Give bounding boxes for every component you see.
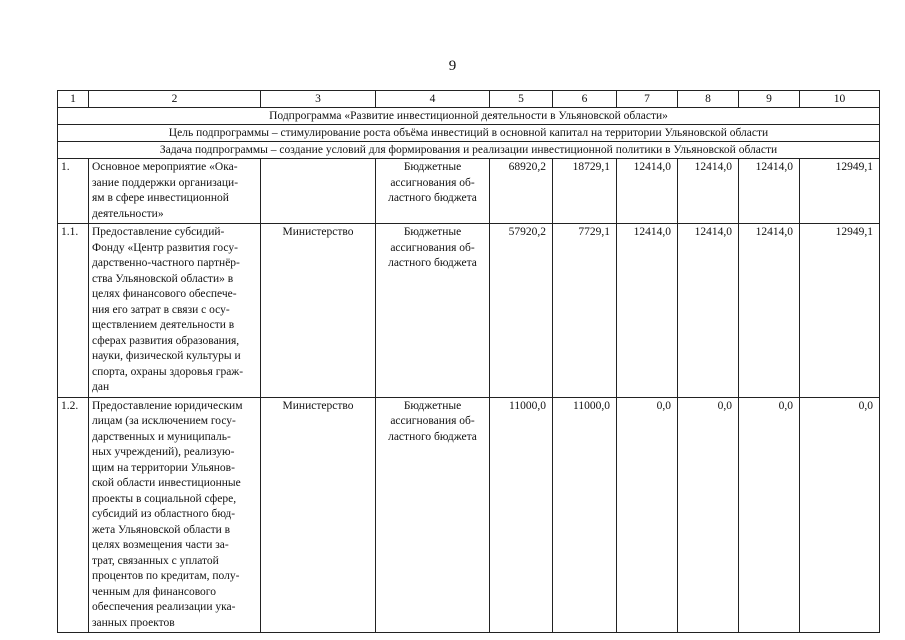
- column-header: 3: [261, 91, 376, 108]
- year-amount: 12949,1: [800, 159, 880, 224]
- column-header: 5: [490, 91, 553, 108]
- year-amount: 12414,0: [739, 224, 800, 398]
- page-number: 9: [448, 58, 457, 74]
- funding-source: Бюджетные ассигнования об- ластного бюджета: [376, 159, 490, 224]
- column-header: 9: [739, 91, 800, 108]
- year-amount: 12414,0: [617, 224, 678, 398]
- year-amount: 0,0: [739, 397, 800, 633]
- subprogram-row: [58, 108, 880, 125]
- row-number: 1.: [58, 159, 89, 224]
- year-amount: 12414,0: [678, 159, 739, 224]
- column-header: 10: [800, 91, 880, 108]
- column-number-row: [58, 91, 880, 108]
- activity-name: Предоставление субсидий- Фонду «Центр развития госу- дарственно-частного партнёр- ства Ульяновской области» в целях финансового обеспече- ния его затрат в связи с осу- ществлением деятельности в сферах развития образования, науки, физической культуры и спорта, охраны здоровья граж- дан: [89, 224, 261, 398]
- column-header: 1: [58, 91, 89, 108]
- subprogram-goal: Цель подпрограммы – стимулирование роста объёма инвестиций в основной капитал на территории Ульяновской области: [58, 125, 880, 142]
- year-amount: 11000,0: [553, 397, 617, 633]
- total-amount: 57920,2: [490, 224, 553, 398]
- year-amount: 12414,0: [617, 159, 678, 224]
- year-amount: 0,0: [678, 397, 739, 633]
- goal-row: [58, 125, 880, 142]
- executor: Министерство: [261, 224, 376, 398]
- year-amount: 12414,0: [678, 224, 739, 398]
- column-header: 6: [553, 91, 617, 108]
- total-amount: 68920,2: [490, 159, 553, 224]
- activity-name: Основное мероприятие «Ока- зание поддержки организаци- ям в сфере инвестиционной деятельности»: [89, 159, 261, 224]
- year-amount: 7729,1: [553, 224, 617, 398]
- row-number: 1.1.: [58, 224, 89, 398]
- row-number: 1.2.: [58, 397, 89, 633]
- column-header: 2: [89, 91, 261, 108]
- table-row: [58, 397, 880, 633]
- column-header: 7: [617, 91, 678, 108]
- year-amount: 18729,1: [553, 159, 617, 224]
- total-amount: 11000,0: [490, 397, 553, 633]
- year-amount: 12414,0: [739, 159, 800, 224]
- year-amount: 0,0: [800, 397, 880, 633]
- subprogram-task: Задача подпрограммы – создание условий для формирования и реализации инвестиционной политики в Ульяновской области: [58, 142, 880, 159]
- task-row: [58, 142, 880, 159]
- year-amount: 12949,1: [800, 224, 880, 398]
- year-amount: 0,0: [617, 397, 678, 633]
- table-row: [58, 159, 880, 224]
- column-header: 8: [678, 91, 739, 108]
- subprogram-title: Подпрограмма «Развитие инвестиционной деятельности в Ульяновской области»: [58, 108, 880, 125]
- executor: Министерство: [261, 397, 376, 633]
- column-header: 4: [376, 91, 490, 108]
- budget-table: [57, 90, 880, 633]
- activity-name: Предоставление юридическим лицам (за исключением госу- дарственных и муниципаль- ных учреждений), реализую- щим на территории Ульянов- ской области инвестиционные проекты в социальной сфере, субсидий из областного бюд- жета Ульяновской области в целях возмещения части за- трат, связанных с уплатой процентов по кредитам, полу- ченным для финансового обеспечения реализации ука- занных проектов: [89, 397, 261, 633]
- executor: [261, 159, 376, 224]
- funding-source: Бюджетные ассигнования об- ластного бюджета: [376, 224, 490, 398]
- funding-source: Бюджетные ассигнования об- ластного бюджета: [376, 397, 490, 633]
- table-row: [58, 224, 880, 398]
